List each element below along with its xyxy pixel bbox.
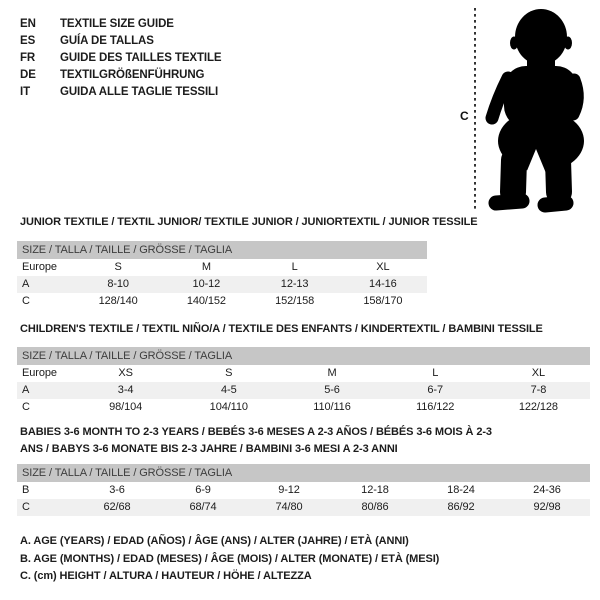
value-cell: 80/86 bbox=[361, 501, 389, 513]
size-header-row: SIZE / TALLA / TAILLE / GRÖSSE / TAGLIA bbox=[17, 464, 590, 482]
baby-foot-left bbox=[496, 201, 522, 203]
language-label: TEXTILGRÖßENFÜHRUNG bbox=[60, 69, 205, 81]
babies-table-title: BABIES 3-6 MONTH TO 2-3 YEARS / BEBÉS 3-6 MESES A 2-3 AÑOS / BÉBÉS 3-6 MOIS À 2-3 ANS / BABYS 3-6 MONATE BIS 2-3 JAHRE / BAMBINI 3-6 MESI A 2-3 ANNI bbox=[20, 426, 492, 455]
language-code: DE bbox=[20, 69, 36, 81]
row-label: C bbox=[22, 295, 30, 307]
language-code: ES bbox=[20, 35, 36, 47]
row-label: A bbox=[22, 278, 30, 290]
language-label: TEXTILE SIZE GUIDE bbox=[60, 18, 174, 30]
size-header-row: SIZE / TALLA / TAILLE / GRÖSSE / TAGLIA bbox=[17, 347, 590, 365]
legend-note-b: B. AGE (MONTHS) / EDAD (MESES) / ÂGE (MOIS) / ALTER (MONATE) / ETÀ (MESI) bbox=[20, 552, 440, 565]
value-cell: 6-9 bbox=[195, 484, 211, 496]
height-marker-label: C bbox=[460, 109, 469, 123]
children-table-title: CHILDREN'S TEXTILE / TEXTIL NIÑO/A / TEXTILE DES ENFANTS / KINDERTEXTIL / BAMBINI TESSILE bbox=[20, 323, 543, 335]
size-header-row: SIZE / TALLA / TAILLE / GRÖSSE / TAGLIA bbox=[17, 241, 427, 259]
value-cell: 92/98 bbox=[533, 501, 561, 513]
value-cell: 104/110 bbox=[209, 401, 248, 413]
value-cell: 18-24 bbox=[447, 484, 475, 496]
value-cell: 152/158 bbox=[275, 295, 315, 307]
legend-note-c: C. (cm) HEIGHT / ALTURA / HAUTEUR / HÖHE / ALTEZZA bbox=[20, 570, 312, 582]
baby-silhouette bbox=[492, 9, 584, 205]
junior-size-table bbox=[17, 241, 427, 310]
table-row-age bbox=[17, 276, 427, 293]
row-label: Europe bbox=[22, 261, 57, 273]
baby-ear-right bbox=[564, 37, 572, 50]
size-cell: XL bbox=[531, 367, 546, 379]
table-row-months bbox=[17, 482, 590, 499]
baby-arm-right bbox=[573, 80, 577, 114]
table-row-height bbox=[17, 499, 590, 516]
language-line-es bbox=[20, 33, 222, 50]
value-cell: 14-16 bbox=[369, 278, 397, 290]
size-cell: XL bbox=[376, 261, 390, 273]
row-label: B bbox=[22, 484, 30, 496]
size-cell: M bbox=[327, 367, 337, 379]
table-row-height bbox=[17, 399, 590, 416]
value-cell: 4-5 bbox=[221, 384, 237, 396]
size-cell: S bbox=[225, 367, 233, 379]
language-line-en bbox=[20, 16, 222, 33]
value-cell: 6-7 bbox=[427, 384, 444, 396]
value-cell: 12-18 bbox=[361, 484, 389, 496]
language-line-fr bbox=[20, 50, 222, 67]
junior-table-title: JUNIOR TEXTILE / TEXTIL JUNIOR/ TEXTILE JUNIOR / JUNIORTEXTIL / JUNIOR TESSILE bbox=[20, 216, 478, 228]
value-cell: 68/74 bbox=[189, 501, 217, 513]
row-label: A bbox=[22, 384, 30, 396]
value-cell: 5-6 bbox=[324, 384, 340, 396]
table-row-europe bbox=[17, 259, 427, 276]
baby-leg-right bbox=[558, 160, 559, 192]
value-cell: 3-4 bbox=[117, 384, 134, 396]
value-cell: 62/68 bbox=[103, 501, 131, 513]
baby-leg-left bbox=[513, 160, 514, 192]
language-list bbox=[20, 16, 222, 101]
size-cell: XS bbox=[118, 367, 133, 379]
value-cell: 140/152 bbox=[186, 295, 226, 307]
legend-note-a: A. AGE (YEARS) / EDAD (AÑOS) / ÂGE (ANS) / ALTER (JAHRE) / ETÀ (ANNI) bbox=[20, 535, 409, 547]
size-cell: S bbox=[114, 261, 122, 273]
value-cell: 7-8 bbox=[530, 384, 547, 396]
language-line-de bbox=[20, 67, 222, 84]
size-cell: M bbox=[201, 261, 211, 273]
value-cell: 128/140 bbox=[98, 295, 138, 307]
language-label: GUÍA DE TALLAS bbox=[60, 35, 154, 47]
row-label: C bbox=[22, 501, 30, 513]
value-cell: 86/92 bbox=[447, 501, 475, 513]
value-cell: 116/122 bbox=[416, 401, 455, 413]
value-cell: 158/170 bbox=[363, 295, 403, 307]
baby-foot-right bbox=[545, 203, 566, 205]
value-cell: 10-12 bbox=[192, 278, 221, 290]
language-code: IT bbox=[20, 86, 31, 98]
table-row-europe bbox=[17, 365, 590, 382]
value-cell: 12-13 bbox=[280, 278, 309, 290]
value-cell: 8-10 bbox=[107, 278, 129, 290]
children-size-table bbox=[17, 347, 590, 416]
legend-notes bbox=[20, 533, 439, 586]
language-code: FR bbox=[20, 52, 36, 64]
table-row-height bbox=[17, 293, 427, 310]
row-label: Europe bbox=[22, 367, 57, 379]
language-code: EN bbox=[20, 18, 36, 30]
value-cell: 122/128 bbox=[518, 401, 558, 413]
value-cell: 98/104 bbox=[109, 401, 143, 413]
baby-ear-left bbox=[510, 37, 518, 50]
value-cell: 3-6 bbox=[109, 484, 125, 496]
value-cell: 9-12 bbox=[278, 484, 300, 496]
value-cell: 110/116 bbox=[313, 401, 351, 413]
language-label: GUIDA ALLE TAGLIE TESSILI bbox=[60, 86, 219, 98]
size-cell: L bbox=[291, 261, 298, 273]
row-label: C bbox=[22, 401, 30, 413]
size-cell: L bbox=[432, 367, 439, 379]
language-line-it bbox=[20, 84, 222, 101]
table-row-age bbox=[17, 382, 590, 399]
babies-size-table bbox=[17, 464, 590, 516]
value-cell: 74/80 bbox=[275, 501, 303, 513]
value-cell: 24-36 bbox=[533, 484, 561, 496]
language-label: GUIDE DES TAILLES TEXTILE bbox=[60, 52, 222, 64]
baby-silhouette-figure bbox=[440, 0, 600, 215]
